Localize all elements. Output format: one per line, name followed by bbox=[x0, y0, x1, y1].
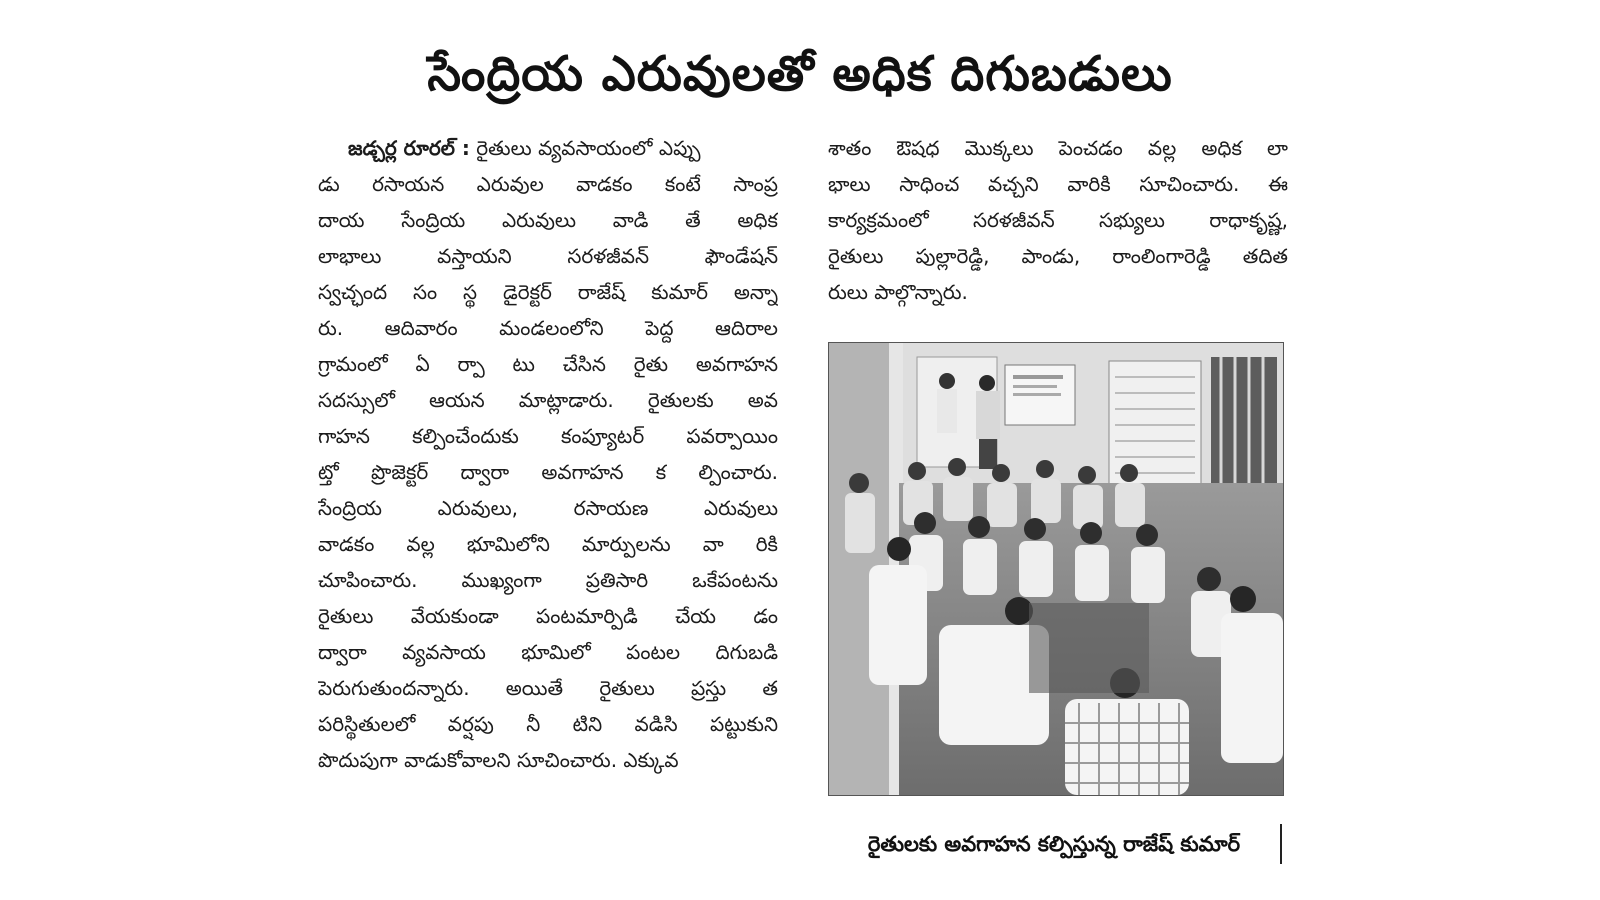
article-line-text: రైతులు వ్యవసాయంలో ఎప్పు bbox=[476, 136, 701, 160]
article-line: దాయ సేంద్రియ ఎరువులు వాడి తే అధిక bbox=[318, 208, 778, 232]
article-column-left bbox=[318, 130, 778, 778]
article-line: గాహన కల్పించేందుకు కంప్యూటర్ పవర్పాయిం bbox=[318, 424, 778, 448]
article-line: శాతం ఔషధ మొక్కలు పెంచడం వల్ల అధిక లా bbox=[828, 136, 1288, 160]
article-line: పరిస్థితులలో వర్షపు నీ టిని వడిసి పట్టుకుని bbox=[318, 712, 778, 736]
article-column-right bbox=[828, 130, 1288, 310]
photo-caption: రైతులకు అవగాహన కల్పిస్తున్న రాజేష్ కుమార్ bbox=[828, 824, 1282, 864]
article-line: పెరుగుతుందన్నారు. అయితే రైతులు ప్రస్తు త bbox=[318, 676, 778, 700]
article-line: కార్యక్రమంలో సరళజీవన్ సభ్యులు రాధాకృష్ణ, bbox=[828, 208, 1288, 232]
headline: సేంద్రియ ఎరువులతో అధిక దిగుబడులు bbox=[427, 46, 1173, 102]
article-line: రైతులు పుల్లారెడ్డి, పాండు, రాంలింగారెడ్డి తదిత bbox=[828, 244, 1288, 268]
article-line: స్వచ్ఛంద సం స్థ డైరెక్టర్ రాజేష్ కుమార్ అన్నా bbox=[318, 280, 778, 304]
article-line: వాడకం వల్ల భూమిలోని మార్పులను వా రికి bbox=[318, 532, 778, 556]
meeting-photo bbox=[828, 342, 1284, 796]
article-line bbox=[318, 130, 778, 166]
article-line: రులు పాల్గొన్నారు. bbox=[828, 280, 968, 304]
article-line: డు రసాయన ఎరువుల వాడకం కంటే సాంప్ర bbox=[318, 172, 778, 196]
article-line: లాభాలు వస్తాయని సరళజీవన్ ఫౌండేషన్ bbox=[318, 244, 778, 268]
article-line: సేంద్రియ ఎరువులు, రసాయణ ఎరువులు bbox=[318, 496, 778, 520]
article-line: రైతులు వేయకుండా పంటమార్పిడి చేయ డం bbox=[318, 604, 778, 628]
article-line: సదస్సులో ఆయన మాట్లాడారు. రైతులకు అవ bbox=[318, 388, 778, 412]
article-line: రు. ఆదివారం మండలంలోని పెద్ద ఆదిరాల bbox=[318, 316, 778, 340]
meeting-photo-icon bbox=[829, 343, 1283, 795]
article-line: భాలు సాధించ వచ్చని వారికి సూచించారు. ఈ bbox=[828, 172, 1288, 196]
dateline: జడ్చర్ల రూరల్ : bbox=[348, 136, 470, 160]
article-line: ద్వారా వ్యవసాయ భూమిలో పంటల దిగుబడి bbox=[318, 640, 778, 664]
article-line: పొదుపుగా వాడుకోవాలని సూచించారు. ఎక్కువ bbox=[318, 748, 679, 772]
article-line: చూపించారు. ముఖ్యంగా ప్రతిసారి ఒకేపంటను bbox=[318, 568, 778, 592]
article-line: గ్రామంలో ఏ ర్పా టు చేసిన రైతు అవగాహన bbox=[318, 352, 778, 376]
article-line: ట్తో ప్రొజెక్టర్ ద్వారా అవగాహన క ల్పించారు. bbox=[318, 460, 778, 484]
